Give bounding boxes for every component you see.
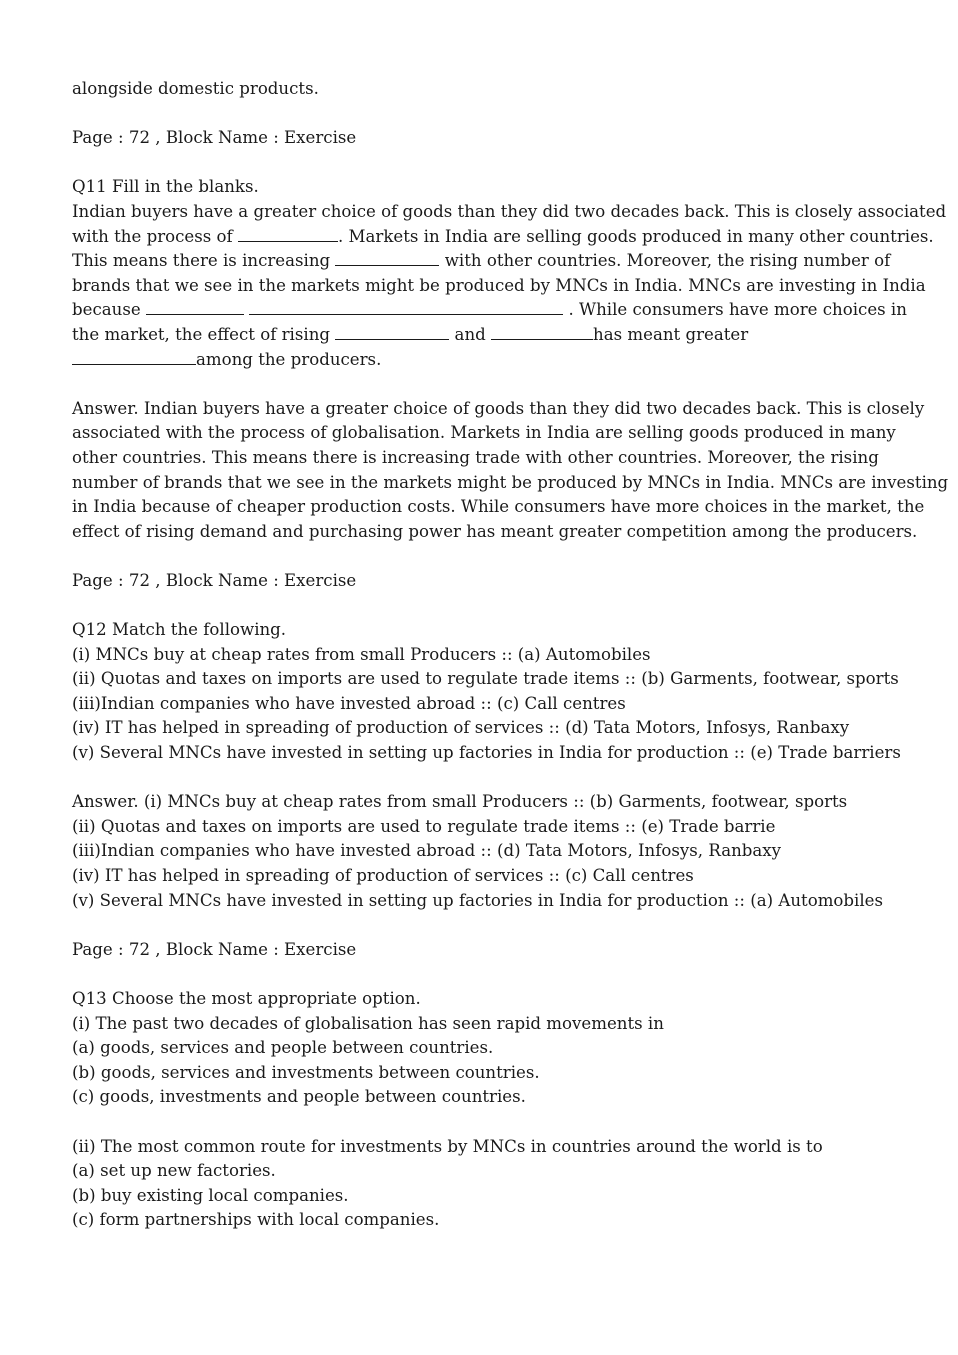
q11-line: the market, the effect of rising and has meant greater [72, 324, 749, 344]
page-reference: Page : 72 , Block Name : Exercise [72, 570, 357, 590]
q11-line: because . While consumers have more choices in [72, 300, 907, 320]
answer-12 [72, 790, 888, 913]
answer-line: number of brands that we see in the markets might be produced by MNCs in India. MNCs are investing [72, 472, 949, 492]
answer-line: (v) Several MNCs have invested in setting up factories in India for production :: (a) Automobiles [72, 890, 883, 910]
match-item: (iv) IT has helped in spreading of production of services :: (d) Tata Motors, Infosys, Ranbaxy [72, 718, 850, 738]
q12-title: Q12 Match the following. [72, 620, 287, 640]
match-item: (v) Several MNCs have invested in setting up factories in India for production :: (e) Trade barriers [72, 743, 901, 763]
q11-line: Indian buyers have a greater choice of goods than they did two decades back. This is closely associated [72, 201, 947, 221]
q11-title: Q11 Fill in the blanks. [72, 177, 259, 197]
question-11 [72, 175, 947, 372]
match-item: (i) MNCs buy at cheap rates from small Producers :: (a) Automobiles [72, 644, 651, 664]
q11-line: brands that we see in the markets might be produced by MNCs in India. MNCs are investing in India [72, 275, 926, 295]
fill-blank [335, 323, 449, 340]
q13-option: (a) set up new factories. [72, 1161, 276, 1181]
fill-blank [249, 298, 563, 315]
match-item: (ii) Quotas and taxes on imports are used to regulate trade items :: (b) Garments, footwear, sports [72, 669, 899, 689]
q13-option: (a) goods, services and people between countries. [72, 1038, 494, 1058]
fill-blank [335, 249, 439, 266]
question-13 [72, 987, 888, 1233]
q13-option: (b) buy existing local companies. [72, 1185, 349, 1205]
answer-line: Answer. (i) MNCs buy at cheap rates from small Producers :: (b) Garments, footwear, sports [72, 792, 848, 812]
q11-line: among the producers. [72, 348, 888, 373]
answer-11 [72, 397, 949, 545]
q13-title: Q13 Choose the most appropriate option. [72, 988, 421, 1008]
answer-line: in India because of cheaper production costs. While consumers have more choices in the market, the [72, 497, 925, 517]
q11-line: with the process of . Markets in India are selling goods produced in many other countries. [72, 226, 934, 246]
fill-blank [146, 298, 244, 315]
q11-line: This means there is increasing with other countries. Moreover, the rising number of [72, 251, 891, 271]
question-12 [72, 618, 901, 766]
q13-option: (c) form partnerships with local companies. [72, 1210, 440, 1230]
answer-line: associated with the process of globalisation. Markets in India are selling goods produced in many [72, 423, 896, 443]
answer-line: effect of rising demand and purchasing power has meant greater competition among the producers. [72, 521, 918, 541]
intro-line: alongside domestic products. [72, 79, 319, 98]
q13-option: (b) goods, services and investments between countries. [72, 1062, 540, 1082]
answer-line: (iv) IT has helped in spreading of production of services :: (c) Call centres [72, 866, 694, 885]
answer-line: (iii)Indian companies who have invested abroad :: (d) Tata Motors, Infosys, Ranbaxy [72, 841, 782, 861]
q13-option: (c) goods, investments and people between countries. [72, 1087, 526, 1107]
fill-blank [238, 225, 338, 242]
match-item: (iii)Indian companies who have invested abroad :: (c) Call centres [72, 693, 626, 713]
q13-subquestion: (i) The past two decades of globalisation has seen rapid movements in [72, 1013, 664, 1033]
answer-line: Answer. Indian buyers have a greater choice of goods than they did two decades back. This is closely [72, 398, 925, 418]
page-reference: Page : 72 , Block Name : Exercise [72, 939, 357, 959]
fill-blank [72, 348, 196, 365]
answer-line: (ii) Quotas and taxes on imports are used to regulate trade items :: (e) Trade barrie [72, 816, 776, 836]
answer-line: other countries. This means there is increasing trade with other countries. Moreover, the rising [72, 447, 879, 467]
page-reference: Page : 72 , Block Name : Exercise [72, 128, 357, 148]
fill-blank [491, 323, 593, 340]
q13-subquestion: (ii) The most common route for investments by MNCs in countries around the world is to [72, 1136, 823, 1156]
